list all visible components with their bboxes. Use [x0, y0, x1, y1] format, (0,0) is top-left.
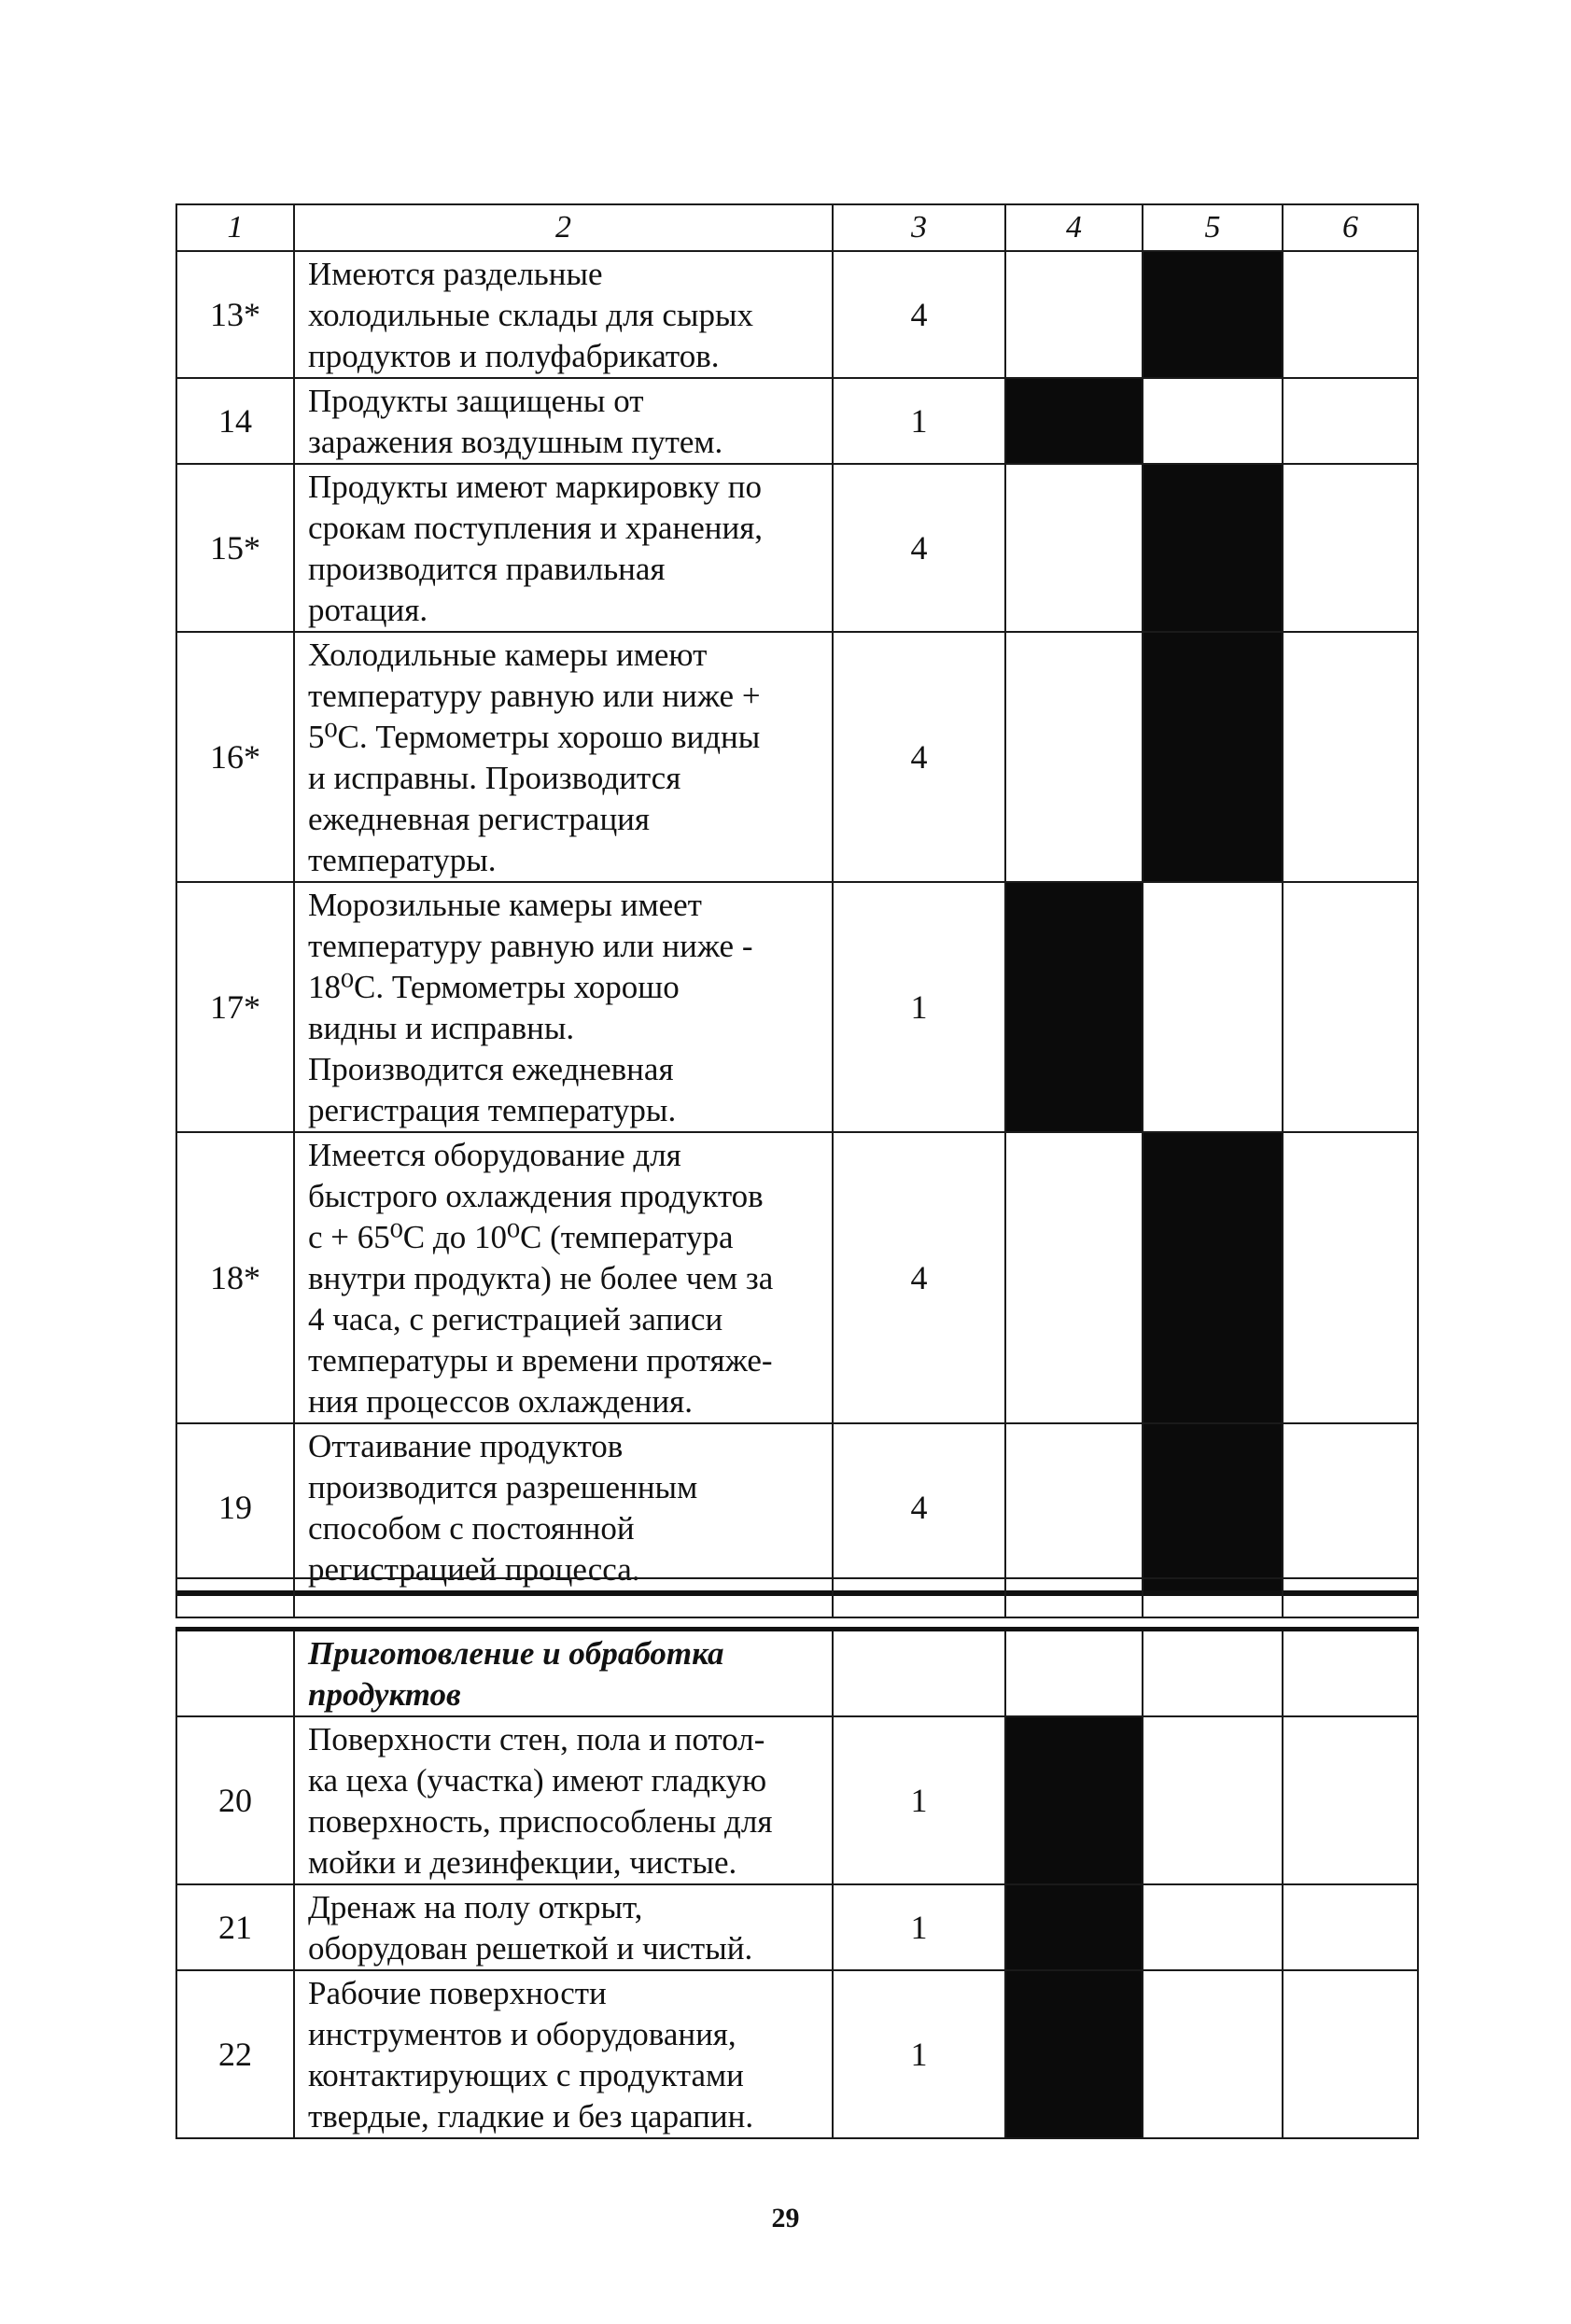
score-value: 1 — [833, 378, 1005, 464]
row-number: 22 — [176, 1970, 294, 2138]
requirement-line: и исправны. Производится — [308, 760, 681, 796]
requirement-line: температуру равную или ниже + — [308, 678, 761, 714]
requirement-text — [294, 464, 833, 632]
section-title-line: Приготовление и обработка — [308, 1635, 724, 1672]
requirement-line: с + 65⁰С до 10⁰С (температура — [308, 1219, 734, 1255]
empty-cell-col-4 — [1005, 1423, 1143, 1593]
empty-cell — [833, 1630, 1005, 1717]
requirement-line: заражения воздушным путем. — [308, 424, 723, 460]
requirement-line: мойки и дезинфекции, чистые. — [308, 1844, 737, 1881]
header-col-2: 2 — [294, 204, 833, 251]
empty-cell — [1283, 1578, 1418, 1617]
score-value: 1 — [833, 882, 1005, 1132]
shaded-cell-col-5 — [1143, 464, 1283, 632]
requirement-text — [294, 1423, 833, 1593]
requirement-line: Поверхности стен, пола и потол- — [308, 1721, 765, 1757]
shaded-cell-col-4 — [1005, 378, 1143, 464]
requirement-line: производится правильная — [308, 551, 666, 587]
requirement-line: Морозильные камеры имеет — [308, 887, 702, 923]
header-col-6: 6 — [1283, 204, 1418, 251]
empty-cell-col-6 — [1283, 464, 1418, 632]
empty-cell-col-4 — [1005, 632, 1143, 882]
requirement-line: 5⁰С. Термометры хорошо видны — [308, 719, 761, 755]
shaded-cell-col-5 — [1143, 1132, 1283, 1423]
requirement-line: оборудован решеткой и чистый. — [308, 1930, 753, 1967]
empty-cell-col-5 — [1143, 882, 1283, 1132]
table-row — [176, 1423, 1418, 1593]
table-row — [176, 882, 1418, 1132]
requirement-line: быстрого охлаждения продуктов — [308, 1178, 764, 1214]
shaded-cell-col-4 — [1005, 1970, 1143, 2138]
requirement-text — [294, 882, 833, 1132]
requirement-line: внутри продукта) не более чем за — [308, 1260, 774, 1296]
requirement-line: твердые, гладкие и без царапин. — [308, 2098, 754, 2135]
requirement-line: ния процессов охлаждения. — [308, 1383, 693, 1420]
row-number: 20 — [176, 1716, 294, 1884]
requirement-line: Производится ежедневная — [308, 1051, 674, 1087]
row-number: 18* — [176, 1132, 294, 1423]
empty-cell-col-5 — [1143, 1884, 1283, 1970]
score-value: 4 — [833, 1132, 1005, 1423]
empty-cell — [1283, 1630, 1418, 1717]
table-row — [176, 1884, 1418, 1970]
inspection-table-top — [175, 203, 1419, 1596]
row-number: 19 — [176, 1423, 294, 1593]
empty-row — [176, 1578, 1418, 1617]
empty-cell-col-4 — [1005, 251, 1143, 378]
empty-cell — [1143, 1578, 1283, 1617]
requirement-line: Холодильные камеры имеют — [308, 637, 708, 673]
empty-cell-col-6 — [1283, 632, 1418, 882]
section-row — [176, 1630, 1418, 1717]
requirement-line: регистрацией процесса. — [308, 1551, 640, 1588]
section-title — [294, 1630, 833, 1717]
empty-cell-col-4 — [1005, 464, 1143, 632]
requirement-line: инструментов и оборудования, — [308, 2016, 736, 2052]
requirement-line: температуру равную или ниже - — [308, 928, 753, 964]
requirement-line: Рабочие поверхности — [308, 1975, 607, 2011]
header-col-5: 5 — [1143, 204, 1283, 251]
shaded-cell-col-4 — [1005, 882, 1143, 1132]
requirement-line: срокам поступления и хранения, — [308, 510, 764, 546]
requirement-line: Имеется оборудование для — [308, 1137, 681, 1173]
shaded-cell-col-5 — [1143, 1423, 1283, 1593]
row-number: 14 — [176, 378, 294, 464]
empty-cell — [833, 1578, 1005, 1617]
header-col-4: 4 — [1005, 204, 1143, 251]
requirement-text — [294, 378, 833, 464]
row-number: 16* — [176, 632, 294, 882]
requirement-line: поверхность, приспособлены для — [308, 1803, 773, 1840]
row-number: 17* — [176, 882, 294, 1132]
empty-cell-col-5 — [1143, 1970, 1283, 2138]
table-row — [176, 1716, 1418, 1884]
empty-cell-col-6 — [1283, 1884, 1418, 1970]
empty-cell-col-6 — [1283, 251, 1418, 378]
empty-cell-col-4 — [1005, 1132, 1143, 1423]
empty-cell-col-6 — [1283, 378, 1418, 464]
empty-cell-col-5 — [1143, 1716, 1283, 1884]
row-number: 13* — [176, 251, 294, 378]
requirement-text — [294, 1716, 833, 1884]
requirement-line: производится разрешенным — [308, 1469, 698, 1505]
shaded-cell-col-4 — [1005, 1884, 1143, 1970]
table-row — [176, 1970, 1418, 2138]
requirement-line: контактирующих с продуктами — [308, 2057, 744, 2093]
requirement-line: Оттаивание продуктов — [308, 1428, 624, 1464]
requirement-text — [294, 251, 833, 378]
score-value: 1 — [833, 1716, 1005, 1884]
requirement-text — [294, 632, 833, 882]
inspection-table-bottom — [175, 1627, 1419, 2139]
requirement-line: ка цеха (участка) имеют гладкую — [308, 1762, 767, 1799]
requirement-text — [294, 1132, 833, 1423]
requirement-text — [294, 1884, 833, 1970]
empty-cell-col-6 — [1283, 1132, 1418, 1423]
requirement-line: температуры. — [308, 842, 497, 878]
requirement-line: 4 часа, с регистрацией записи — [308, 1301, 723, 1337]
empty-cell — [1005, 1630, 1143, 1717]
spacer-row-table — [175, 1577, 1419, 1618]
requirement-line: ежедневная регистрация — [308, 801, 651, 837]
requirement-line: способом с постоянной — [308, 1510, 635, 1547]
requirement-line: видны и исправны. — [308, 1010, 575, 1046]
table-header-row — [176, 204, 1418, 251]
row-number: 21 — [176, 1884, 294, 1970]
requirement-line: ротация. — [308, 592, 428, 628]
empty-cell-col-5 — [1143, 378, 1283, 464]
empty-cell-col-6 — [1283, 1423, 1418, 1593]
requirement-line: Продукты защищены от — [308, 383, 644, 419]
header-col-3: 3 — [833, 204, 1005, 251]
empty-cell-col-6 — [1283, 882, 1418, 1132]
requirement-line: продуктов и полуфабрикатов. — [308, 338, 720, 374]
empty-cell — [176, 1578, 294, 1617]
score-value: 4 — [833, 1423, 1005, 1593]
empty-cell-col-6 — [1283, 1716, 1418, 1884]
score-value: 4 — [833, 251, 1005, 378]
requirement-line: регистрация температуры. — [308, 1092, 677, 1128]
requirement-line: холодильные склады для сырых — [308, 297, 753, 333]
requirement-text — [294, 1970, 833, 2138]
empty-cell — [1005, 1578, 1143, 1617]
section-title-line: продуктов — [308, 1676, 461, 1713]
requirement-line: Продукты имеют маркировку по — [308, 469, 763, 505]
table-row — [176, 464, 1418, 632]
requirement-line: Имеются раздельные — [308, 256, 603, 292]
table-row — [176, 1132, 1418, 1423]
table-row — [176, 251, 1418, 378]
table-row — [176, 378, 1418, 464]
requirement-line: температуры и времени протяже- — [308, 1342, 773, 1379]
table-row — [176, 632, 1418, 882]
shaded-cell-col-5 — [1143, 632, 1283, 882]
shaded-cell-col-5 — [1143, 251, 1283, 378]
empty-cell — [176, 1630, 294, 1717]
score-value: 4 — [833, 632, 1005, 882]
shaded-cell-col-4 — [1005, 1716, 1143, 1884]
requirement-line: 18⁰С. Термометры хорошо — [308, 969, 680, 1005]
row-number: 15* — [176, 464, 294, 632]
requirement-line: Дренаж на полу открыт, — [308, 1889, 643, 1925]
page-number: 29 — [771, 2203, 800, 2233]
score-value: 1 — [833, 1970, 1005, 2138]
header-col-1: 1 — [176, 204, 294, 251]
empty-cell-col-6 — [1283, 1970, 1418, 2138]
score-value: 4 — [833, 464, 1005, 632]
score-value: 1 — [833, 1884, 1005, 1970]
empty-cell — [294, 1578, 833, 1617]
empty-cell — [1143, 1630, 1283, 1717]
